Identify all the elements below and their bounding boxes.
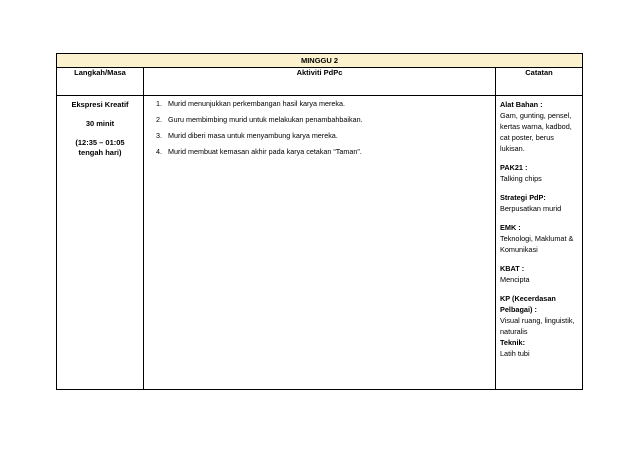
note-alat-bahan (500, 99, 578, 154)
lesson-plan-table (56, 53, 583, 390)
header-catatan: Catatan (496, 68, 583, 96)
note-heading: PAK21 : (500, 163, 528, 172)
note-heading: KP (Kecerdasan Pelbagai) : (500, 294, 556, 314)
activity-item: 4. Murid membuat kemasan akhir pada karya cetakan “Taman”. (164, 147, 495, 157)
note-kbat (500, 263, 578, 285)
header-langkah: Langkah/Masa (57, 68, 144, 96)
activity-item: 2. Guru membimbing murid untuk melakukan penambahbaikan. (164, 115, 495, 125)
step-title: Ekspresi Kreatif (71, 100, 129, 109)
step-time-line1: (12:35 – 01:05 (75, 138, 125, 147)
content-row (57, 96, 583, 390)
step-time (57, 138, 143, 158)
activity-item: 1. Murid menunjukkan perkembangan hasil karya mereka. (164, 99, 495, 109)
note-heading: EMK : (500, 223, 521, 232)
note-heading: Teknik: (500, 338, 526, 347)
activities-cell (144, 96, 496, 390)
note-text: Visual ruang, linguistik, naturalis (500, 316, 575, 336)
activity-item: 3. Murid diberi masa untuk menyambung karya mereka. (164, 131, 495, 141)
note-heading: Strategi PdP: (500, 193, 546, 202)
note-text: Berpusatkan murid (500, 204, 562, 213)
note-heading: Alat Bahan : (500, 100, 543, 109)
note-text: Gam, gunting, pensel, kertas warna, kadbod, cat poster, berus lukisan. (500, 111, 572, 153)
week-title: MINGGU 2 (57, 54, 583, 68)
note-text: Mencipta (500, 275, 530, 284)
note-text: Talking chips (500, 174, 542, 183)
note-emk (500, 222, 578, 255)
notes-cell (496, 96, 583, 390)
header-aktiviti: Aktiviti PdPc (144, 68, 496, 96)
week-row (57, 54, 583, 68)
note-kp (500, 293, 578, 337)
note-heading: KBAT : (500, 264, 525, 273)
note-pak21 (500, 162, 578, 184)
note-teknik (500, 337, 578, 359)
note-text: Latih tubi (500, 349, 530, 358)
step-time-line2: tengah hari) (78, 148, 122, 157)
activities-list (144, 99, 495, 157)
note-text: Teknologi, Maklumat & Komunikasi (500, 234, 574, 254)
header-row (57, 68, 583, 96)
step-cell (57, 96, 144, 390)
step-duration: 30 minit (85, 119, 115, 128)
note-strategi (500, 192, 578, 214)
